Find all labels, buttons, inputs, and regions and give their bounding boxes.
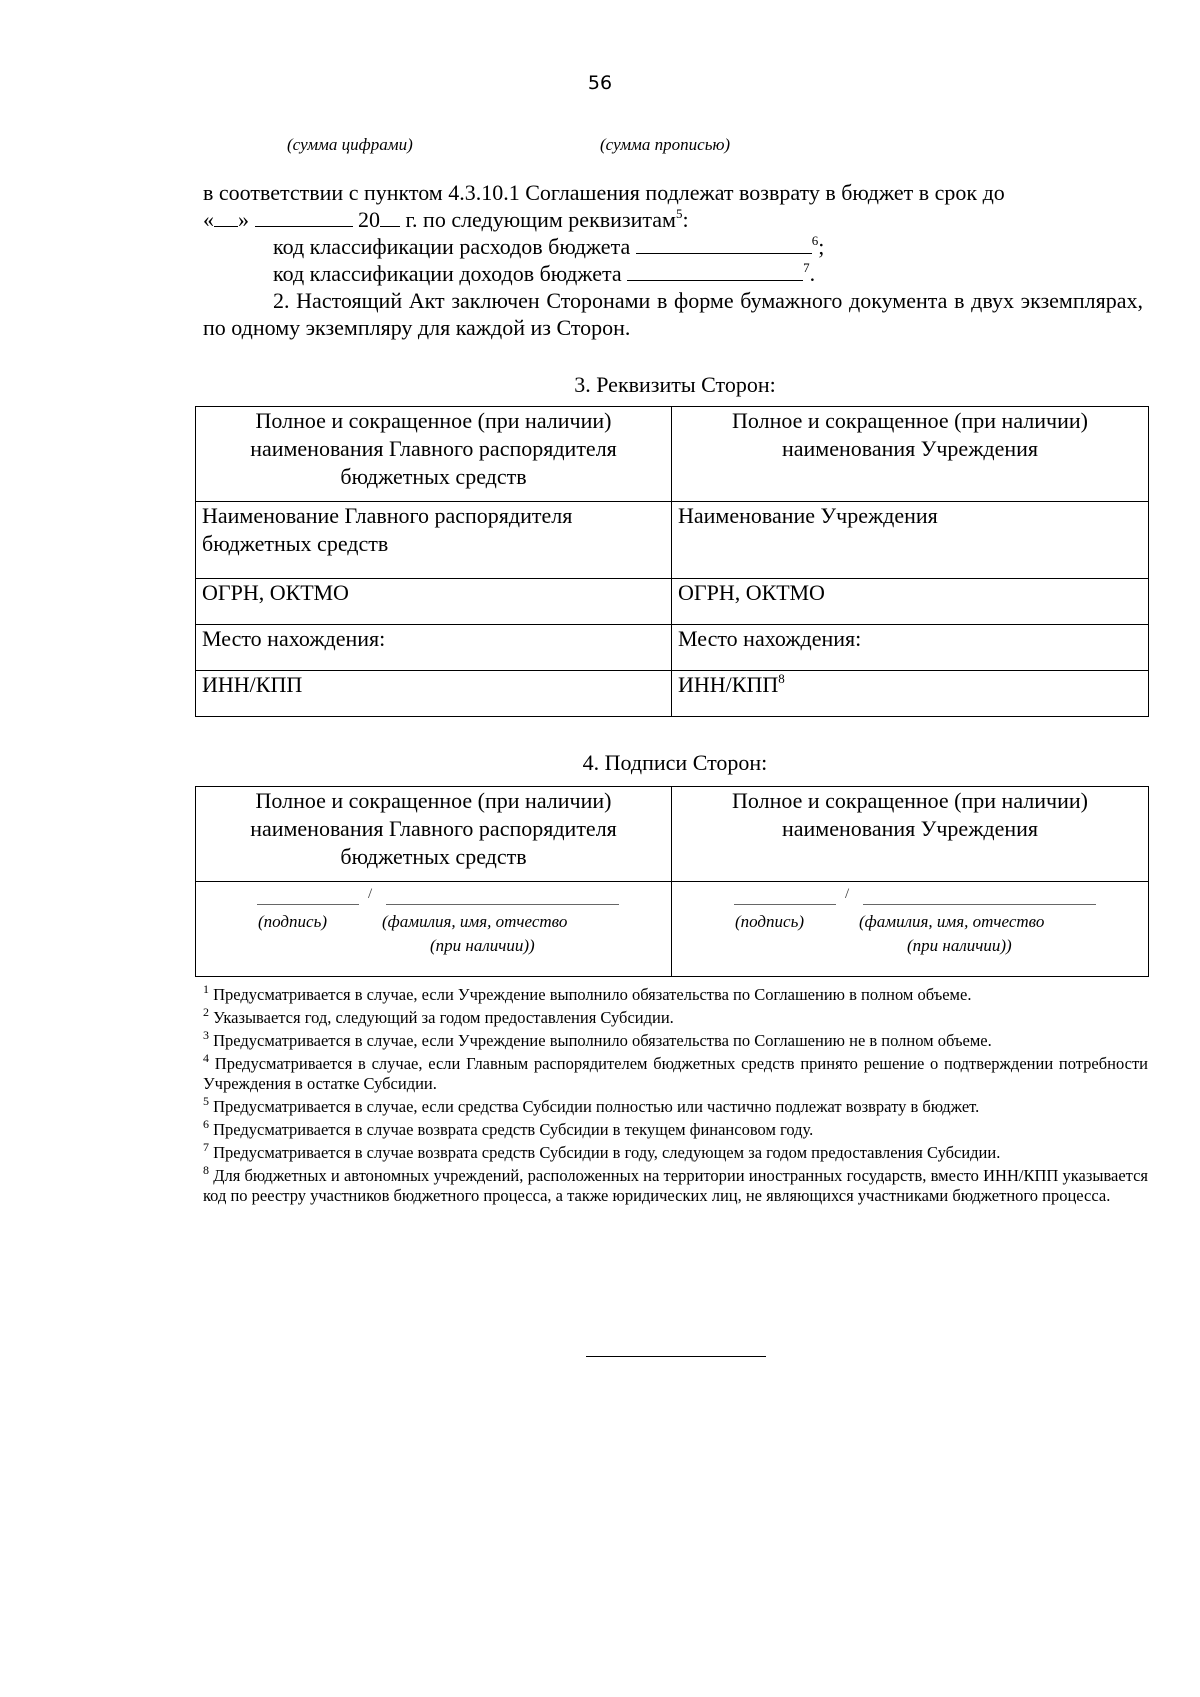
income-code-blank — [627, 262, 803, 281]
name-label-optional: (при наличии)) — [430, 936, 535, 955]
footnote-number: 7 — [203, 1140, 209, 1154]
signatures-header-row — [196, 787, 1149, 882]
end-rule — [586, 1356, 766, 1357]
footnote-number: 1 — [203, 982, 209, 996]
footnote-text: Указывается год, следующий за годом предоставления Субсидии. — [213, 1008, 674, 1027]
signatures-table — [195, 786, 1149, 977]
colon: : — [682, 207, 689, 232]
body-text — [203, 179, 1143, 341]
requisites-name-left: Наименование Главного распорядителя бюджетных средств — [196, 502, 672, 579]
quote-open: « — [203, 207, 214, 232]
table-row — [196, 579, 1149, 625]
footnote-6 — [203, 1117, 1148, 1140]
footnote-number: 6 — [203, 1117, 209, 1131]
footnote-3 — [203, 1028, 1148, 1051]
body-line-1: в соответствии с пунктом 4.3.10.1 Соглашения подлежат возврату в бюджет в срок до — [203, 180, 1005, 205]
signature-cell-right — [672, 882, 1149, 977]
signatures-header-left: Полное и сокращенное (при наличии) наименования Главного распорядителя бюджетных средств — [196, 787, 672, 882]
requisites-inn-left: ИНН/КПП — [196, 671, 672, 717]
footnote-number: 8 — [203, 1163, 209, 1177]
table-row — [196, 502, 1149, 579]
income-code-label: код классификации доходов бюджета — [273, 261, 622, 286]
signature-block-left — [202, 882, 665, 966]
section-3-title: 3. Реквизиты Сторон: — [574, 372, 776, 397]
signature-cell-left — [196, 882, 672, 977]
footnote-text: Предусматривается в случае возврата средств Субсидии в году, следующем за годом предоставления Субсидии. — [213, 1143, 1001, 1162]
footnote-1 — [203, 982, 1148, 1005]
paragraph-2: 2. Настоящий Акт заключен Сторонами в форме бумажного документа в двух экземплярах, по одному экземпляру для каждой из Сторон. — [203, 288, 1143, 340]
signature-line — [734, 892, 836, 905]
footnote-ref-5: 5 — [675, 206, 683, 221]
footnote-7 — [203, 1140, 1148, 1163]
footnote-ref-6: 6 — [811, 233, 819, 248]
signature-slash: / — [368, 886, 373, 902]
footnote-number: 4 — [203, 1051, 209, 1065]
income-code-line — [203, 260, 1143, 287]
footnote-8 — [203, 1163, 1148, 1206]
footnote-ref-7: 7 — [803, 260, 810, 275]
requisites-inn-right-cell — [672, 671, 1149, 717]
year-prefix: 20 — [358, 207, 380, 232]
semicolon: ; — [818, 234, 825, 259]
footnote-number: 2 — [203, 1005, 209, 1019]
name-label: (фамилия, имя, отчество — [859, 912, 1045, 931]
name-label: (фамилия, имя, отчество — [382, 912, 568, 931]
requisites-location-left: Место нахождения: — [196, 625, 672, 671]
requisites-location-right: Место нахождения: — [672, 625, 1149, 671]
expense-code-line — [203, 233, 1143, 260]
footnote-text: Предусматривается в случае, если Учреждение выполнило обязательства по Соглашению не в полном объеме. — [213, 1031, 992, 1050]
signature-block-right — [678, 882, 1142, 966]
quote-close: » — [238, 207, 249, 232]
signature-label: (подпись) — [258, 912, 327, 931]
table-row — [196, 671, 1149, 717]
signature-slash: / — [845, 886, 850, 902]
name-line — [386, 892, 619, 905]
requisites-ogrn-left: ОГРН, ОКТМО — [196, 579, 672, 625]
year-blank — [380, 208, 400, 227]
footnote-number: 3 — [203, 1028, 209, 1042]
expense-code-label: код классификации расходов бюджета — [273, 234, 631, 259]
requisites-header-left: Полное и сокращенное (при наличии) наименования Главного распорядителя бюджетных средств — [196, 407, 672, 502]
signature-label: (подпись) — [735, 912, 804, 931]
month-blank — [255, 208, 353, 227]
requisites-header-row — [196, 407, 1149, 502]
page-number: 56 — [587, 72, 613, 94]
footnote-text: Предусматривается в случае возврата средств Субсидии в текущем финансовом году. — [213, 1120, 814, 1139]
requisites-table — [195, 406, 1149, 717]
name-line — [863, 892, 1096, 905]
footnote-number: 5 — [203, 1094, 209, 1108]
footnote-2 — [203, 1005, 1148, 1028]
requisites-name-right: Наименование Учреждения — [672, 502, 1149, 579]
body-line-2 — [203, 206, 1143, 233]
signatures-header-right: Полное и сокращенное (при наличии) наименования Учреждения — [672, 787, 1149, 882]
caption-sum-words: (сумма прописью) — [600, 135, 731, 154]
requisites-inn-right: ИНН/КПП — [678, 672, 779, 697]
footnote-text: Для бюджетных и автономных учреждений, расположенных на территории иностранных государств, вместо ИНН/КПП указывается код по реестру участников бюджетного процесса, а также юридических лиц, не являющихся участниками бюджетного процесса. — [203, 1166, 1148, 1205]
footnote-ref-8: 8 — [778, 671, 785, 686]
footnote-text: Предусматривается в случае, если Учреждение выполнило обязательства по Соглашению в полном объеме. — [213, 985, 972, 1004]
day-blank — [214, 208, 238, 227]
table-row — [196, 625, 1149, 671]
body-line-2-tail: г. по следующим реквизитам — [405, 207, 676, 232]
signatures-row — [196, 882, 1149, 977]
footnote-text: Предусматривается в случае, если средства Субсидии полностью или частично подлежат возврату в бюджет. — [213, 1097, 980, 1116]
signature-line — [257, 892, 359, 905]
footnote-5 — [203, 1094, 1148, 1117]
requisites-header-right: Полное и сокращенное (при наличии) наименования Учреждения — [672, 407, 1149, 502]
footnote-4 — [203, 1051, 1149, 1094]
footnotes — [203, 982, 1149, 1209]
caption-sum-digits: (сумма цифрами) — [287, 135, 413, 154]
period: . — [809, 261, 816, 286]
expense-code-blank — [636, 235, 812, 254]
name-label-optional: (при наличии)) — [907, 936, 1012, 955]
requisites-ogrn-right: ОГРН, ОКТМО — [672, 579, 1149, 625]
section-4-title: 4. Подписи Сторон: — [582, 750, 768, 775]
footnote-text: Предусматривается в случае, если Главным распорядителем бюджетных средств принято решение о подтверждении потребности Учреждения в остатке Субсидии. — [203, 1054, 1149, 1093]
